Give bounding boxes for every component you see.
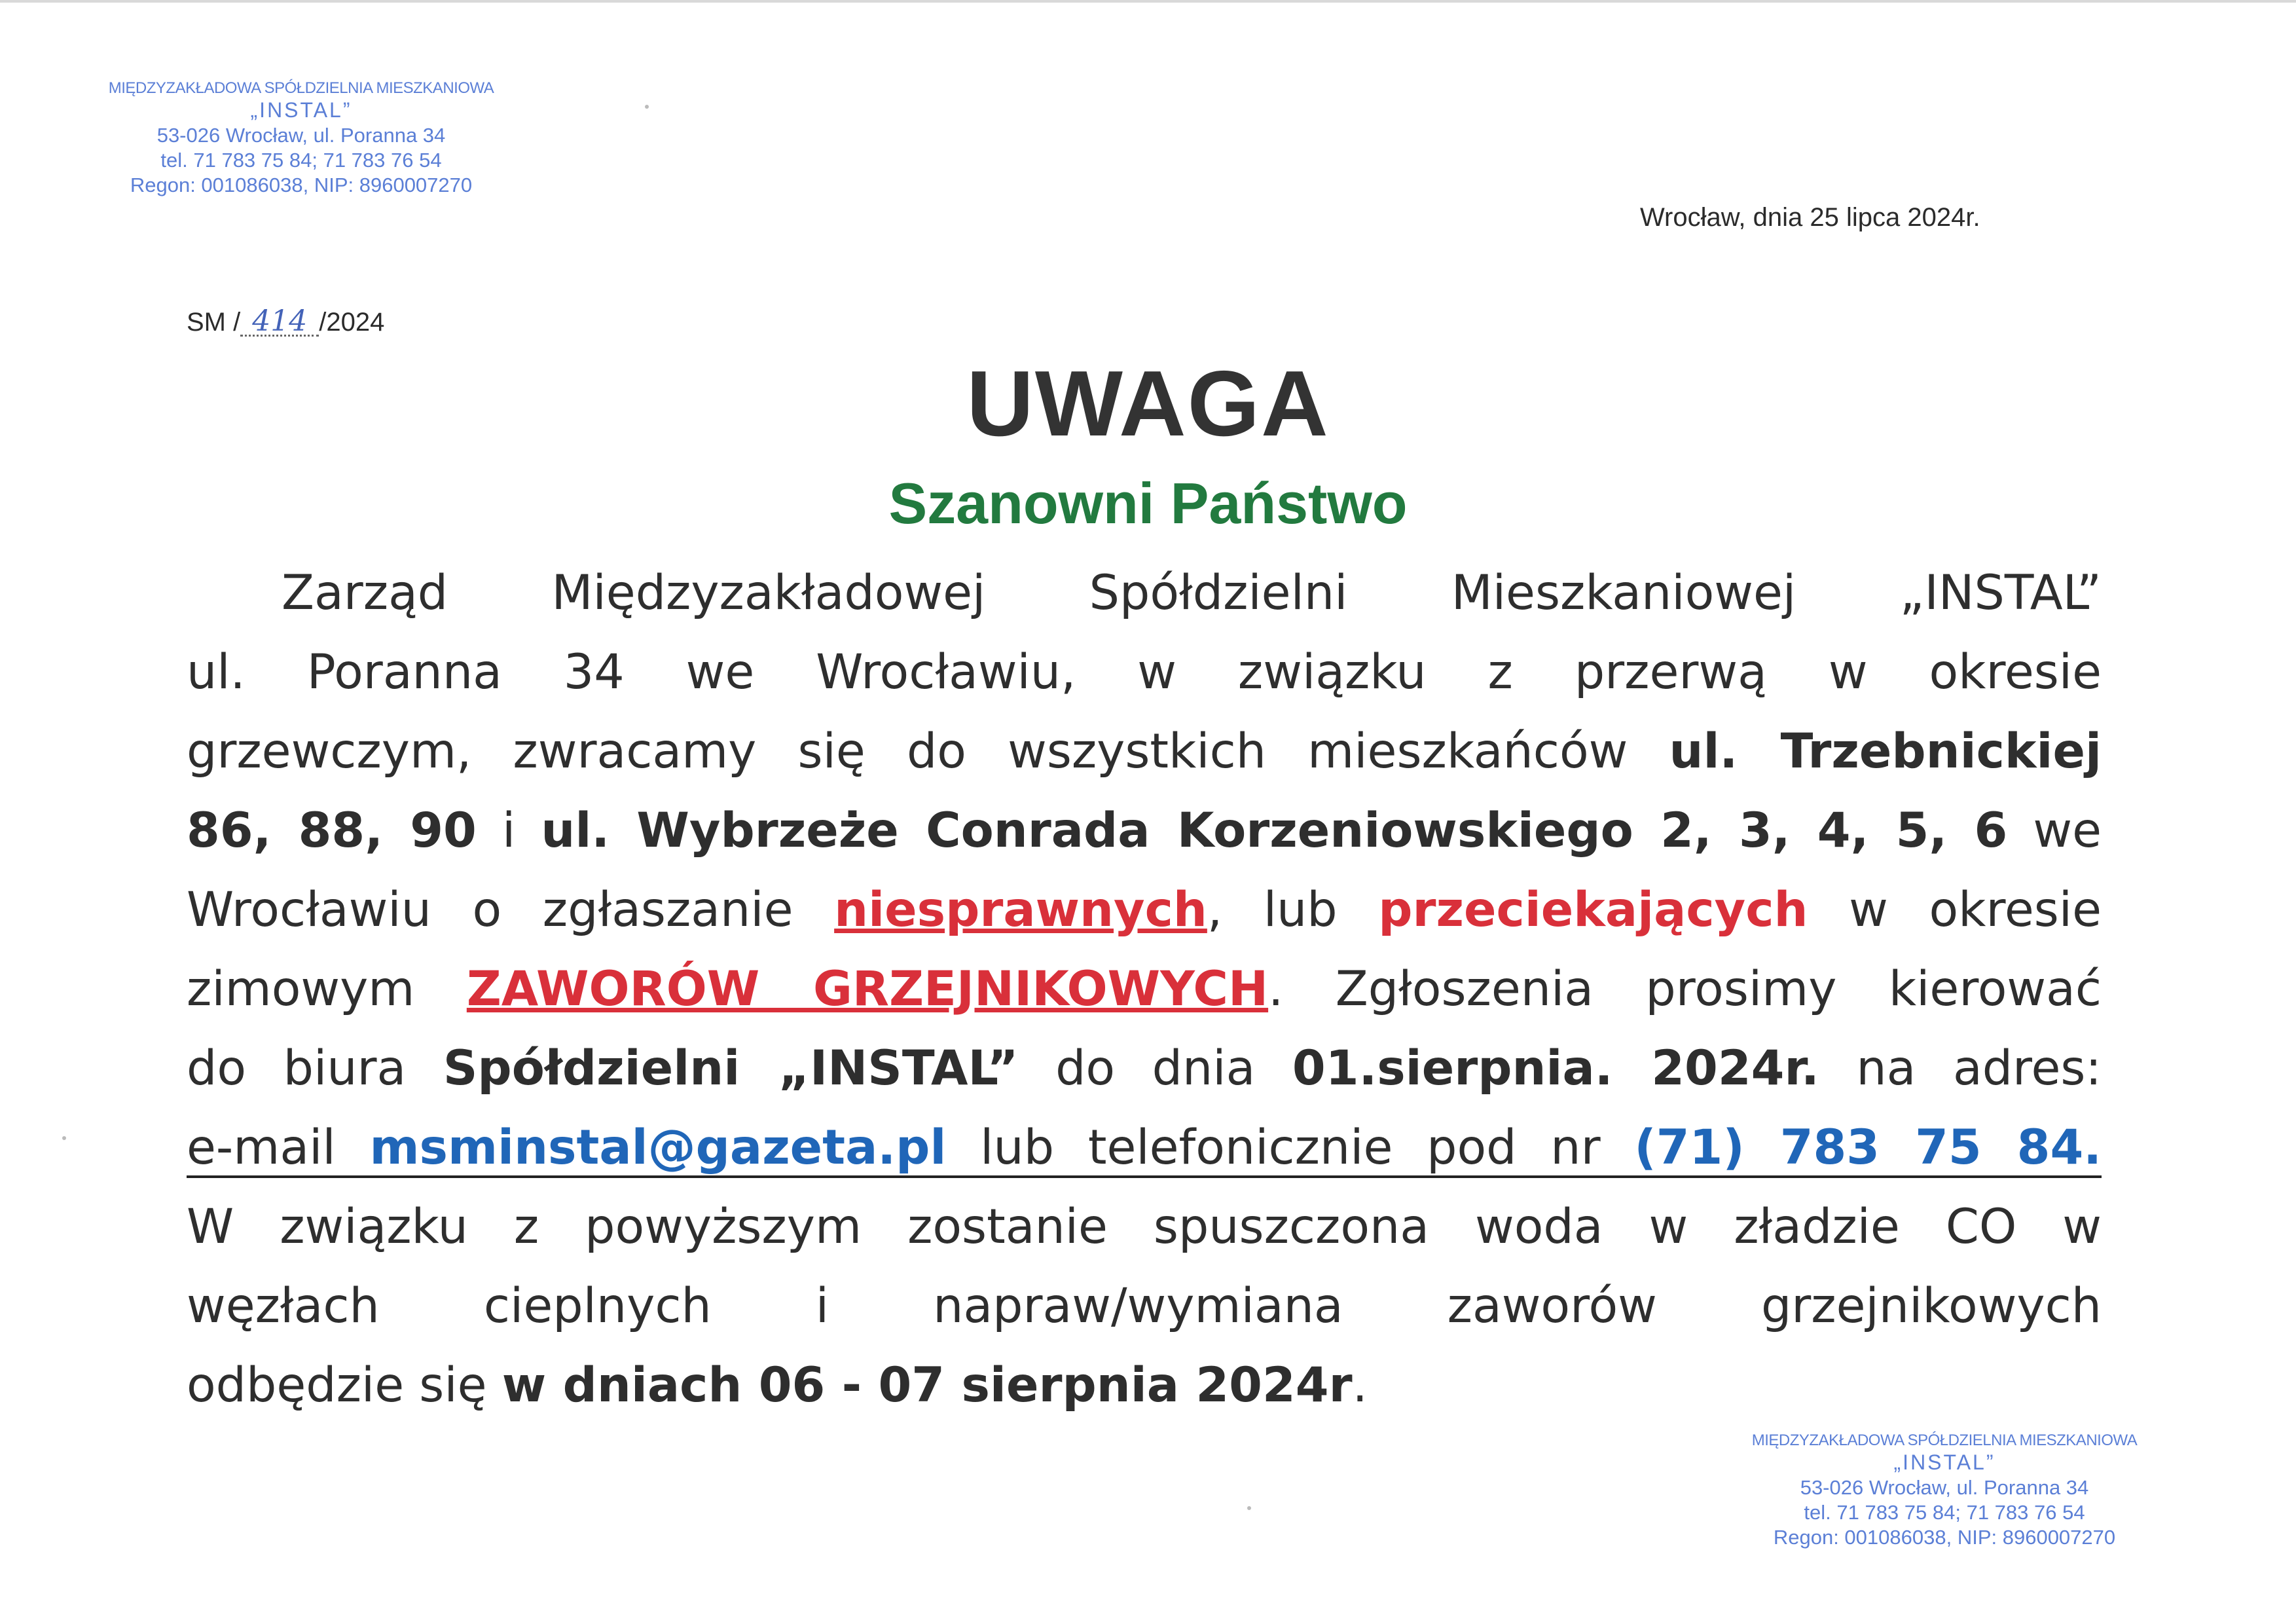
body-line (187, 1108, 2102, 1187)
body-line (187, 1187, 2102, 1266)
body-text: ul. Poranna 34 we Wrocławiu, w związku z przerwą w okresie (187, 644, 2102, 700)
body-text: w okresie (1808, 882, 2102, 938)
notice-body (187, 553, 2102, 1425)
body-text: i (476, 803, 541, 858)
reference-number (187, 304, 385, 338)
stamp-line: MIĘDZYZAKŁADOWA SPÓŁDZIELNIA MIESZKANIOWA (1751, 1431, 2138, 1449)
cooperative-stamp-top (79, 79, 524, 198)
body-line (187, 791, 2102, 870)
stamp-line: Regon: 001086038, NIP: 8960007270 (1773, 1525, 2116, 1549)
body-line (187, 633, 2102, 712)
reference-handwritten-number: 414 (240, 308, 319, 337)
scan-speck (1247, 1506, 1251, 1510)
body-text: odbędzie się (187, 1357, 502, 1413)
body-text: , lub (1207, 882, 1379, 938)
salutation: Szanowni Państwo (888, 471, 1408, 536)
body-text: na adres: (1819, 1041, 2102, 1096)
office-name: Spółdzielni „INSTAL” (443, 1041, 1019, 1096)
stamp-line: MIĘDZYZAKŁADOWA SPÓŁDZIELNIA MIESZKANIOWA (108, 79, 494, 97)
body-text: . Zgłoszenia prosimy kierować (1268, 961, 2102, 1017)
body-line (187, 870, 2102, 950)
body-text: . (1352, 1357, 1368, 1413)
body-line (187, 1029, 2102, 1108)
body-line (187, 553, 2102, 633)
street-name: ul. Wybrzeże Conrada Korzeniowskiego 2, 3, 4, 5, 6 (541, 803, 2008, 858)
body-text: zimowym (187, 961, 467, 1017)
stamp-line: Regon: 001086038, NIP: 8960007270 (130, 173, 473, 196)
highlight-radiator-valves: ZAWORÓW GRZEJNIKOWYCH (466, 961, 1269, 1017)
cooperative-stamp-bottom (1719, 1431, 2170, 1550)
body-line (187, 950, 2102, 1029)
work-dates: w dniach 06 - 07 sierpnia 2024r (501, 1357, 1353, 1413)
phone-number[interactable]: (71) 783 75 84. (1634, 1120, 2102, 1175)
highlight-faulty: niesprawnych (834, 882, 1207, 938)
stamp-line: tel. 71 783 75 84; 71 783 76 54 (1804, 1501, 2085, 1524)
body-text: do biura (187, 1041, 443, 1096)
body-text: węzłach cieplnych i napraw/wymiana zaworów grzejnikowych (187, 1278, 2102, 1334)
scan-speck (645, 105, 649, 109)
body-text: we (2007, 803, 2102, 858)
email-link[interactable]: msminstal@gazeta.pl (369, 1120, 947, 1175)
street-name: ul. Trzebnickiej (1669, 724, 2102, 779)
body-line (187, 712, 2102, 791)
stamp-line: „INSTAL” (1893, 1450, 1995, 1475)
body-text: grzewczym, zwracamy się do wszystkich mieszkańców (187, 724, 1669, 779)
building-numbers: 86, 88, 90 (187, 803, 477, 858)
reference-prefix: SM / (187, 308, 241, 337)
body-line (187, 1266, 2102, 1346)
stamp-line: 53-026 Wrocław, ul. Poranna 34 (1800, 1476, 2089, 1500)
body-text: W związku z powyższym zostanie spuszczona woda w zładzie CO w (187, 1199, 2102, 1255)
stamp-line: „INSTAL” (250, 98, 352, 122)
body-text: Zarząd Międzyzakładowej Spółdzielni Mieszkaniowej „INSTAL” (282, 565, 2102, 621)
body-text: do dnia (1018, 1041, 1292, 1096)
stamp-line: 53-026 Wrocław, ul. Poranna 34 (156, 124, 446, 147)
page-title: UWAGA (966, 352, 1330, 456)
body-text: e-mail (187, 1120, 370, 1175)
scan-top-edge (0, 0, 2296, 3)
body-text: lub telefonicznie pod nr (946, 1120, 1635, 1175)
document-date: Wrocław, dnia 25 lipca 2024r. (1640, 203, 1980, 232)
highlight-leaking: przeciekających (1378, 882, 1808, 938)
body-text: Wrocławiu o zgłaszanie (187, 882, 835, 938)
deadline-date: 01.sierpnia. 2024r. (1292, 1041, 1819, 1096)
stamp-line: tel. 71 783 75 84; 71 783 76 54 (160, 149, 442, 172)
reference-suffix: /2024 (319, 308, 385, 337)
body-line (187, 1346, 2102, 1425)
scan-speck (62, 1136, 66, 1140)
